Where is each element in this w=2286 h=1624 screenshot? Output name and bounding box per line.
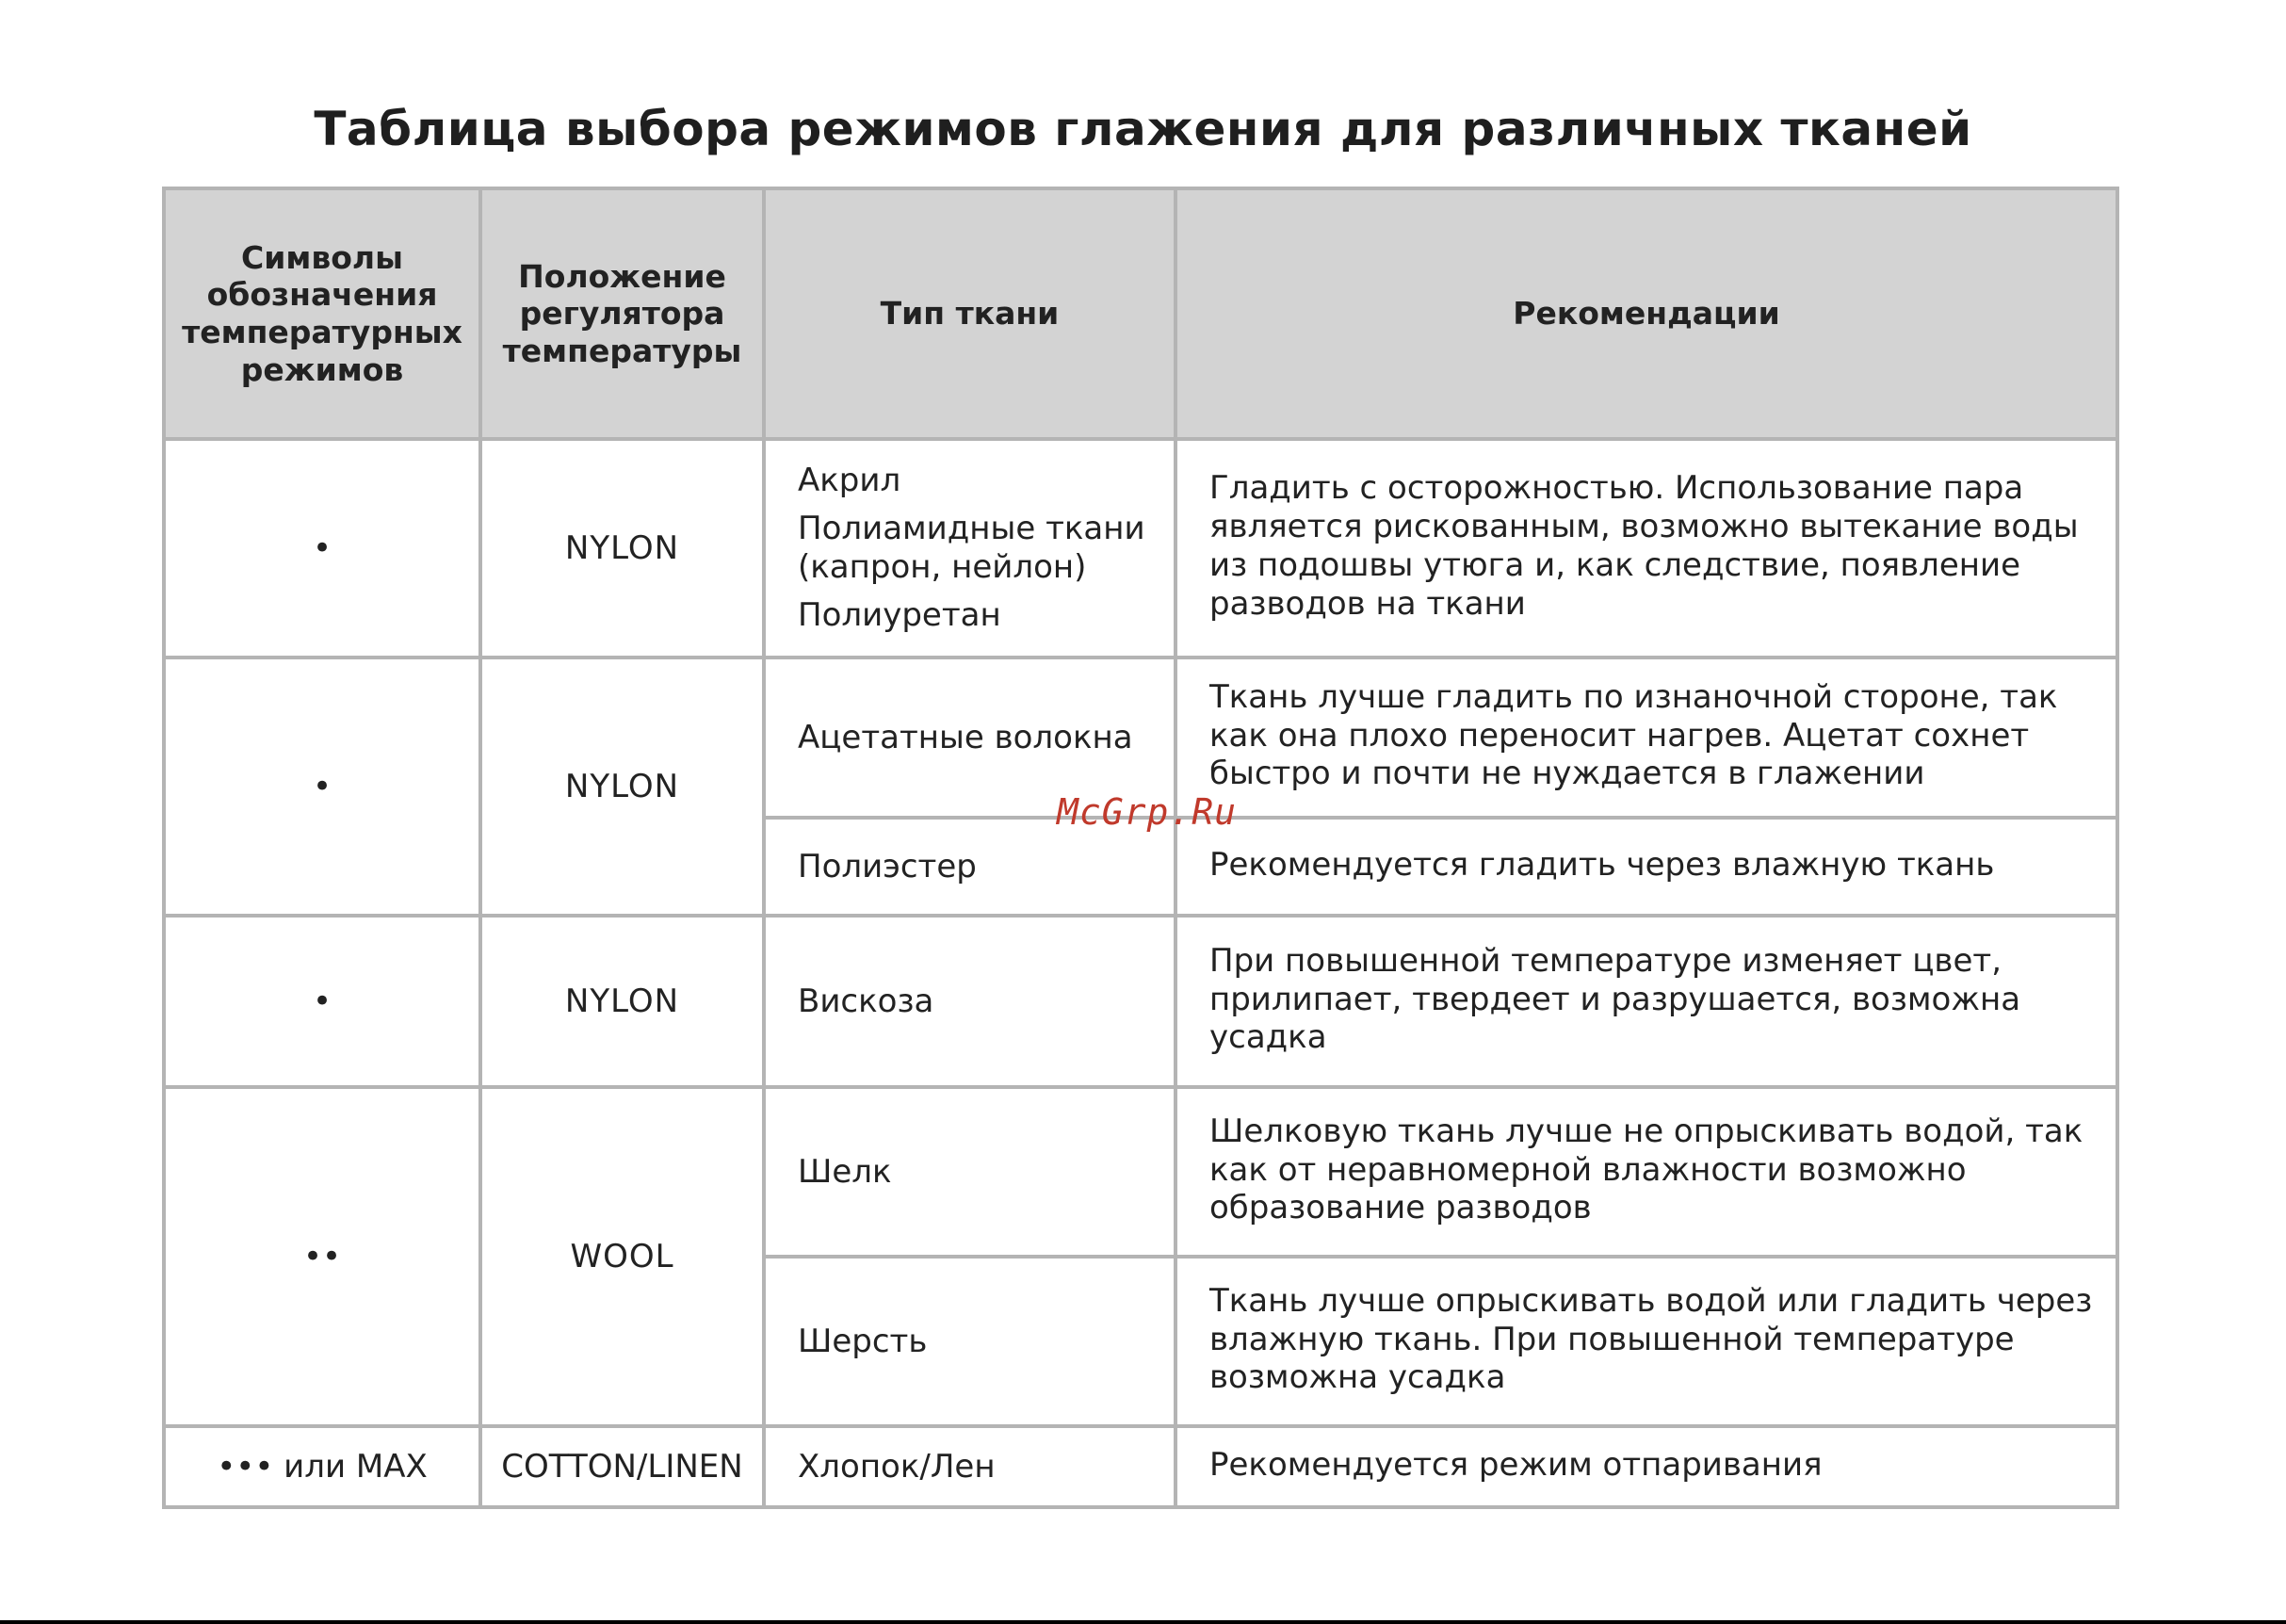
header-recommendations: Рекомендации bbox=[1175, 188, 2117, 439]
fabric-type bbox=[764, 439, 1175, 658]
temperature-symbol: • bbox=[164, 439, 480, 658]
recommendation: При повышенной температуре изменяет цвет, прилипает, твердеет и разрушается, возможна усадка bbox=[1175, 916, 2117, 1087]
ironing-modes-table bbox=[162, 187, 2119, 1509]
temperature-symbol: ••• или MAX bbox=[164, 1426, 480, 1507]
table-row bbox=[164, 916, 2117, 1087]
regulator-position: NYLON bbox=[480, 658, 764, 916]
header-regulator: Положение регулятора температуры bbox=[480, 188, 764, 439]
temperature-symbol: • bbox=[164, 658, 480, 916]
temperature-symbol: • bbox=[164, 916, 480, 1087]
fabric-type bbox=[764, 1087, 1175, 1257]
recommendation: Шелковую ткань лучше не опрыскивать водой, так как от неравномерной влажности возможно образование разводов bbox=[1175, 1087, 2117, 1257]
fabric-name: Полиэстер bbox=[798, 847, 977, 885]
regulator-position: COTTON/LINEN bbox=[480, 1426, 764, 1507]
fabric-type bbox=[764, 1426, 1175, 1507]
recommendation: Рекомендуется режим отпаривания bbox=[1175, 1426, 2117, 1507]
regulator-position: WOOL bbox=[480, 1087, 764, 1426]
fabric-name: Акрил bbox=[798, 462, 901, 500]
header-fabric: Тип ткани bbox=[764, 188, 1175, 439]
table-row bbox=[164, 439, 2117, 658]
fabric-name: Полиуретан bbox=[798, 595, 1001, 634]
recommendation: Рекомендуется гладить через влажную ткань bbox=[1175, 818, 2117, 916]
fabric-name: Полиамидные ткани (капрон, нейлон) bbox=[798, 510, 1145, 586]
regulator-position: NYLON bbox=[480, 916, 764, 1087]
regulator-position: NYLON bbox=[480, 439, 764, 658]
fabric-name: Шелк bbox=[798, 1152, 892, 1191]
fabric-type bbox=[764, 916, 1175, 1087]
table-row bbox=[164, 1087, 2117, 1257]
temperature-symbol: •• bbox=[164, 1087, 480, 1426]
recommendation: Гладить с осторожностью. Использование пара является рискованным, возможно вытекание воды из подошвы утюга и, как следствие, появление разводов на ткани bbox=[1175, 439, 2117, 658]
recommendation: Ткань лучше гладить по изнаночной стороне, так как она плохо переносит нагрев. Ацетат сохнет быстро и почти не нуждается в глажении bbox=[1175, 658, 2117, 818]
fabric-type bbox=[764, 1257, 1175, 1426]
watermark: McGrp.Ru bbox=[1057, 791, 1238, 833]
bottom-rule bbox=[0, 1620, 2286, 1624]
table-header-row bbox=[164, 188, 2117, 439]
recommendation: Ткань лучше опрыскивать водой или гладить через влажную ткань. При повышенной температуре возможна усадка bbox=[1175, 1257, 2117, 1426]
header-symbols: Символы обозначения температурных режимов bbox=[164, 188, 480, 439]
page-title: Таблица выбора режимов глажения для различных тканей bbox=[314, 102, 1972, 156]
fabric-name: Шерсть bbox=[798, 1322, 928, 1360]
fabric-name: Вискоза bbox=[798, 982, 934, 1020]
fabric-name: Хлопок/Лен bbox=[798, 1447, 996, 1486]
table-row bbox=[164, 1426, 2117, 1507]
fabric-name: Ацетатные волокна bbox=[798, 718, 1133, 756]
